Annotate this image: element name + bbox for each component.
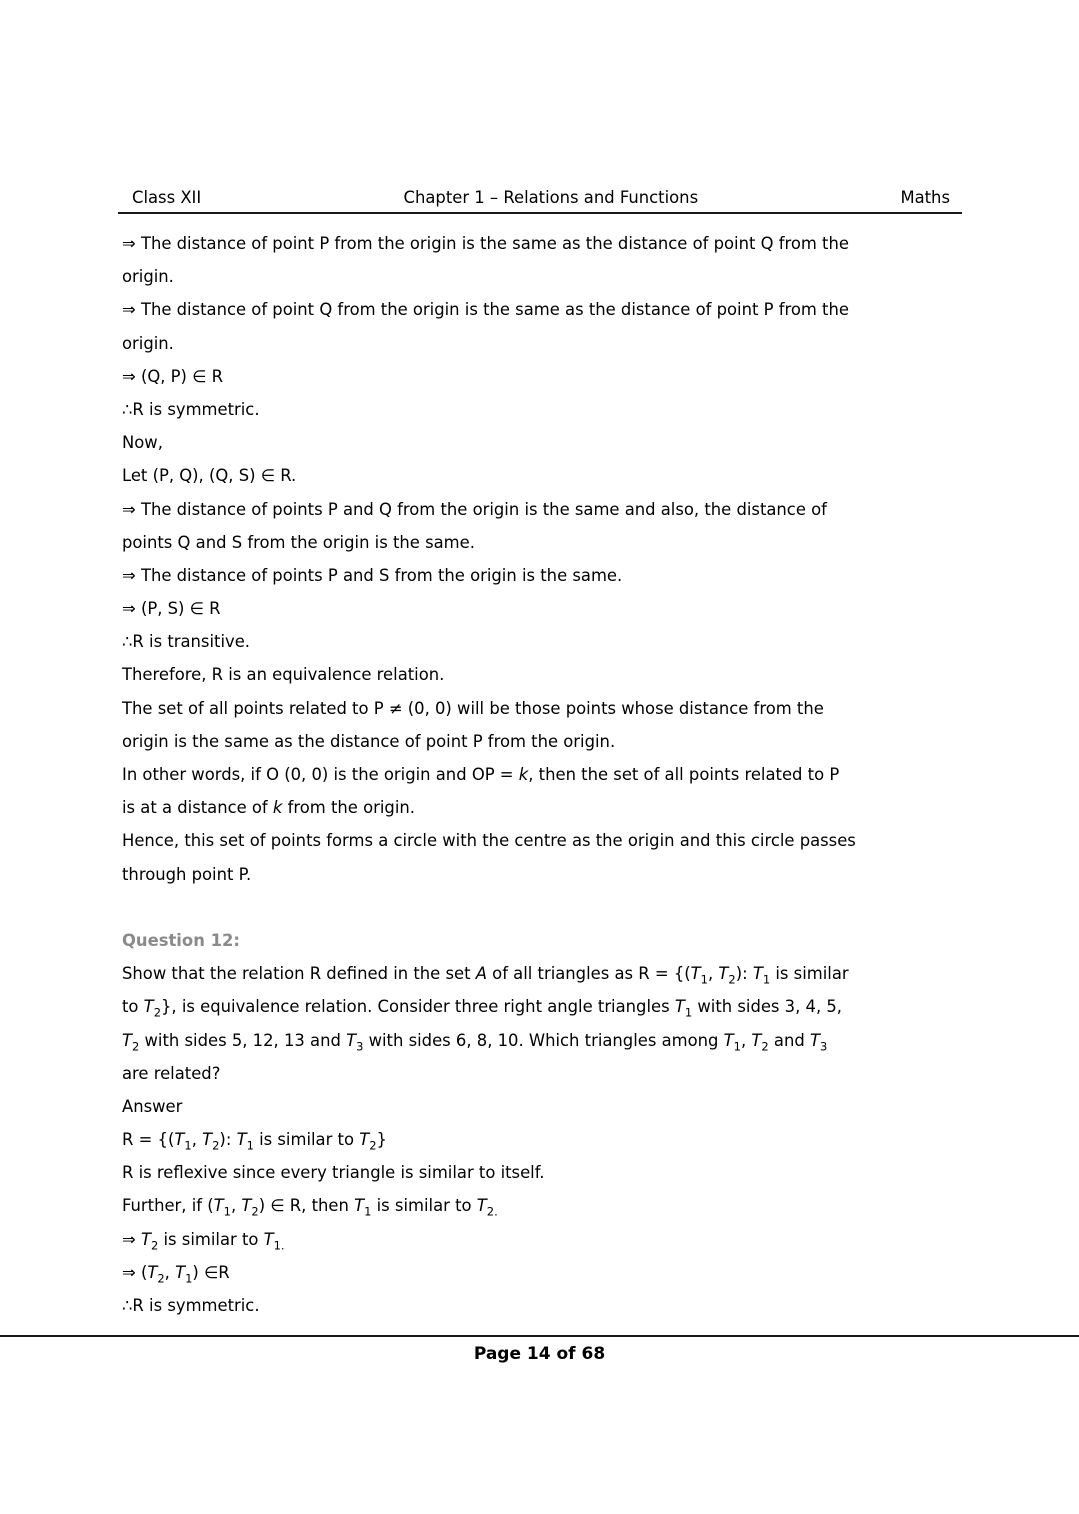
text-segment: T: [140, 1229, 151, 1249]
text-line: [122, 426, 970, 459]
text-segment: T: [122, 1030, 133, 1050]
text-segment: ) ∈ R, then: [258, 1196, 355, 1216]
text-segment: ):: [735, 964, 753, 984]
text-segment: and: [768, 1030, 810, 1050]
document-body: [122, 227, 970, 1322]
text-segment: The set of all points related to P ≠ (0, 0) will be those points whose distance from the: [122, 698, 824, 718]
text-line: [122, 824, 970, 857]
text-segment: 2: [157, 1271, 165, 1286]
text-segment: ,: [230, 1196, 242, 1216]
text-segment: 1: [185, 1271, 193, 1286]
text-line: [122, 692, 970, 725]
text-segment: 3: [819, 1038, 828, 1053]
text-segment: are related?: [122, 1063, 221, 1083]
text-segment: T: [752, 964, 763, 984]
text-segment: 1: [184, 1138, 192, 1153]
text-segment: origin.: [122, 333, 174, 353]
text-segment: Therefore, R is an equivalence relation.: [122, 665, 445, 685]
text-segment: 1: [762, 972, 771, 987]
text-line: [122, 1256, 970, 1289]
text-segment: In other words, if O (0, 0) is the origin and OP =: [122, 765, 519, 784]
text-segment: 2: [761, 1038, 769, 1053]
text-segment: Hence, this set of points forms a circle with the centre as the origin and this circle passes: [122, 831, 856, 851]
text-segment: of all triangles as R = {(: [486, 964, 691, 984]
text-segment: through point P.: [122, 864, 252, 884]
text-line: [122, 526, 970, 559]
text-segment: ⇒ (P, S) ∈ R: [122, 599, 221, 619]
text-segment: T: [213, 1196, 224, 1216]
text-segment: 2: [212, 1138, 220, 1153]
text-segment: 2: [153, 1005, 161, 1020]
text-segment: T: [674, 997, 685, 1017]
text-segment: k: [518, 765, 529, 784]
text-segment: T: [202, 1130, 213, 1150]
text-line: [122, 1189, 970, 1222]
text-segment: T: [809, 1030, 820, 1050]
text-segment: 1: [733, 1038, 741, 1053]
text-segment: 1: [246, 1138, 254, 1153]
text-segment: 2: [132, 1038, 140, 1053]
text-segment: 2.: [486, 1204, 498, 1219]
text-segment: with sides 3, 4, 5,: [692, 997, 843, 1017]
text-line: [122, 1289, 970, 1322]
text-line: [122, 858, 970, 891]
text-line: [122, 1024, 970, 1057]
text-segment: with sides 6, 8, 10. Which triangles among: [363, 1030, 724, 1050]
text-line: [122, 393, 970, 426]
text-segment: with sides 5, 12, 13 and: [139, 1030, 347, 1050]
header-chapter-title: Chapter 1 – Relations and Functions: [403, 188, 699, 207]
text-segment: ⇒ The distance of points P and Q from the origin is the same and also, the distance of: [122, 499, 827, 519]
text-line: [122, 725, 970, 758]
text-segment: ) ∈R: [192, 1262, 230, 1282]
footer-divider: [0, 1335, 1079, 1337]
text-segment: }, is equivalence relation. Consider three right angle triangles: [160, 997, 675, 1017]
text-segment: T: [346, 1030, 357, 1050]
text-segment: , then the set of all points related to P: [528, 765, 840, 784]
text-line: [122, 493, 970, 526]
header-subject-label: Maths: [900, 188, 950, 207]
text-segment: T: [143, 997, 154, 1017]
text-segment: ⇒ The distance of points P and S from the origin is the same.: [122, 565, 623, 585]
text-segment: ,: [191, 1130, 203, 1150]
text-segment: ,: [740, 1030, 752, 1050]
text-line: [122, 559, 970, 592]
text-segment: 2: [251, 1204, 259, 1219]
page-header: [118, 188, 962, 214]
text-segment: origin.: [122, 267, 174, 287]
text-segment: T: [241, 1196, 252, 1216]
text-line: [122, 658, 970, 691]
text-segment: T: [723, 1030, 734, 1050]
text-segment: ,: [164, 1262, 176, 1282]
blank-line: [122, 891, 970, 924]
text-segment: 1: [684, 1005, 693, 1020]
text-segment: 3: [356, 1038, 364, 1053]
text-segment: T: [147, 1262, 158, 1282]
text-segment: is similar to: [371, 1196, 477, 1216]
text-segment: R is reflexive since every triangle is similar to itself.: [122, 1163, 545, 1183]
text-line: [122, 459, 970, 492]
text-segment: ⇒ The distance of point P from the origin is the same as the distance of point Q from the: [122, 234, 849, 253]
text-segment: 2: [369, 1138, 377, 1153]
text-segment: to: [122, 997, 144, 1017]
text-segment: T: [174, 1130, 185, 1150]
text-segment: ⇒ (Q, P) ∈ R: [122, 366, 224, 386]
text-segment: ∴R is transitive.: [122, 632, 250, 652]
text-segment: ∴R is symmetric.: [122, 399, 260, 419]
text-segment: Further, if (: [122, 1196, 214, 1216]
text-segment: T: [354, 1196, 365, 1216]
text-segment: T: [476, 1196, 487, 1216]
text-segment: T: [175, 1262, 186, 1282]
text-segment: Answer: [122, 1096, 183, 1116]
text-segment: is similar: [770, 964, 849, 984]
text-segment: k: [272, 798, 283, 818]
text-line: [122, 1223, 970, 1256]
text-segment: ⇒ (: [122, 1262, 148, 1282]
text-segment: R = {(: [122, 1130, 175, 1150]
text-segment: 1: [700, 972, 708, 987]
text-line: [122, 1090, 970, 1123]
text-segment: 1: [223, 1204, 231, 1219]
text-line: [122, 327, 970, 360]
text-segment: ,: [707, 964, 719, 984]
text-line: [122, 360, 970, 393]
text-segment: is similar to: [253, 1130, 360, 1150]
text-segment: 1.: [273, 1237, 285, 1252]
text-segment: 2: [728, 972, 736, 987]
text-segment: is at a distance of: [122, 798, 273, 818]
text-line: [122, 791, 970, 824]
text-line: [122, 957, 970, 990]
text-segment: 2: [150, 1237, 159, 1252]
text-segment: 1: [364, 1204, 372, 1219]
text-segment: from the origin.: [282, 798, 415, 818]
text-segment: Question 12:: [122, 930, 240, 950]
text-line: [122, 260, 970, 293]
text-segment: is similar to: [158, 1229, 264, 1249]
page-number: Page 14 of 68: [473, 1344, 606, 1364]
text-segment: ⇒ The distance of point Q from the origin is the same as the distance of point P from the: [122, 300, 849, 320]
text-line: [122, 625, 970, 658]
text-segment: ⇒: [122, 1229, 141, 1249]
text-segment: T: [359, 1130, 370, 1150]
text-line: [122, 1123, 970, 1156]
header-class-label: Class XII: [132, 188, 202, 207]
text-segment: }: [376, 1130, 387, 1150]
text-segment: T: [263, 1229, 274, 1249]
text-line: [122, 293, 970, 326]
text-segment: T: [751, 1030, 762, 1050]
text-segment: T: [718, 964, 729, 984]
text-segment: points Q and S from the origin is the same.: [122, 532, 475, 552]
text-line: [122, 1057, 970, 1090]
text-segment: T: [690, 964, 701, 984]
text-segment: origin is the same as the distance of point P from the origin.: [122, 731, 616, 751]
text-segment: A: [475, 964, 487, 984]
text-segment: Show that the relation R defined in the set: [122, 964, 476, 984]
text-line: [122, 592, 970, 625]
question-heading: [122, 924, 970, 957]
text-segment: ∴R is symmetric.: [122, 1296, 260, 1315]
text-segment: Let (P, Q), (Q, S) ∈ R.: [122, 466, 297, 486]
text-segment: T: [236, 1130, 247, 1150]
text-segment: ):: [219, 1130, 237, 1150]
text-line: [122, 1156, 970, 1189]
text-line: [122, 227, 970, 260]
text-line: [122, 758, 970, 791]
text-line: [122, 990, 970, 1023]
text-segment: Now,: [122, 433, 163, 453]
